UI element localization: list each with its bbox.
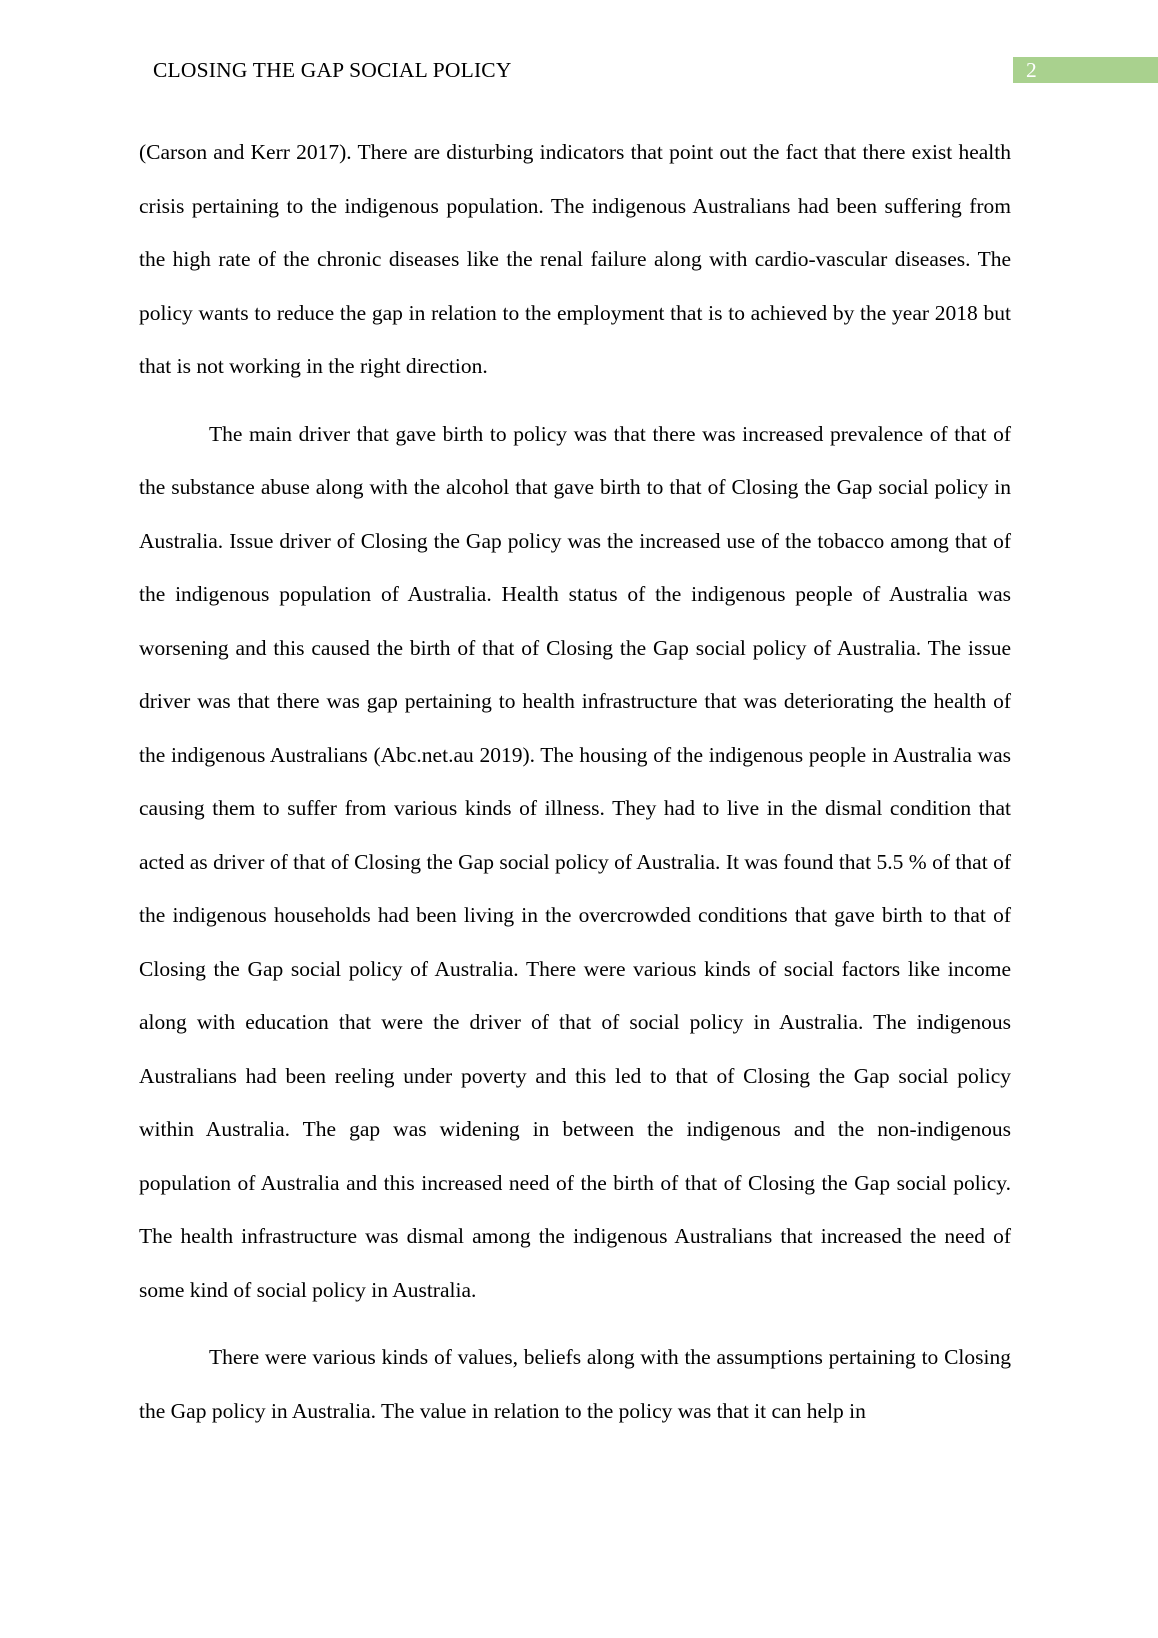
page-number: 2 — [1026, 58, 1037, 82]
running-head: CLOSING THE GAP SOCIAL POLICY — [153, 58, 512, 82]
page-number-badge — [1013, 57, 1158, 83]
paragraph-2: The main driver that gave birth to policy was that there was increased prevalence of that of the substance abuse along with the alcohol that gave birth to that of Closing the Gap social policy in Australia. Issue driver of Closing the Gap policy was the increased use of the tobacco among that of the indigenous population of Australia. Health status of the indigenous people of Australia was worsening and this caused the birth of that of Closing the Gap social policy of Australia. The issue driver was that there was gap pertaining to health infrastructure that was deteriorating the health of the indigenous Australians (Abc.net.au 2019). The housing of the indigenous people in Australia was causing them to suffer from various kinds of illness. They had to live in the dismal condition that acted as driver of that of Closing the Gap social policy of Australia. It was found that 5.5 % of that of the indigenous households had been living in the overcrowded conditions that gave birth to that of Closing the Gap social policy of Australia. There were various kinds of social factors like income along with education that were the driver of that of social policy in Australia. The indigenous Australians had been reeling under poverty and this led to that of Closing the Gap social policy within Australia. The gap was widening in between the indigenous and the non-indigenous population of Australia and this increased need of the birth of that of Closing the Gap social policy. The health infrastructure was dismal among the indigenous Australians that increased the need of some kind of social policy in Australia. — [139, 421, 1011, 1302]
paragraph-1: (Carson and Kerr 2017). There are disturbing indicators that point out the fact that there exist health crisis pertaining to the indigenous population. The indigenous Australians had been suffering from the high rate of the chronic diseases like the renal failure along with cardio-vascular diseases. The policy wants to reduce the gap in relation to the employment that is to achieved by the year 2018 but that is not working in the right direction. — [139, 140, 1011, 378]
body-text — [139, 126, 1011, 1438]
paragraph-3: There were various kinds of values, beliefs along with the assumptions pertaining to Closing the Gap policy in Australia. The value in relation to the policy was that it can help in — [139, 1345, 1011, 1423]
